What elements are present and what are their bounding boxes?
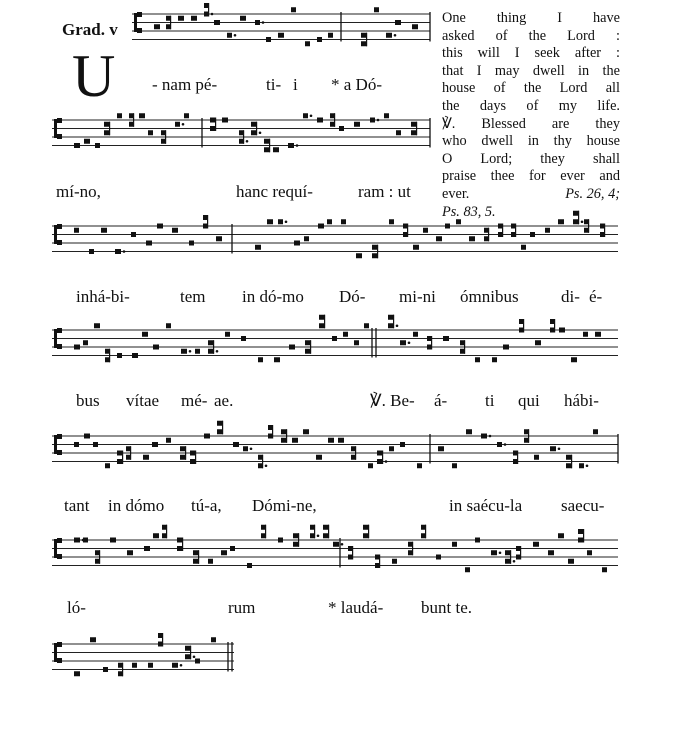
- lyric-syllable: ram : ut: [358, 182, 411, 201]
- lyric-syllable: mí-no,: [56, 182, 101, 201]
- translation-line: One thing I have: [442, 10, 620, 26]
- lyric-syllable: qui: [518, 391, 540, 410]
- translation-line: praise thee for ever and: [442, 168, 620, 185]
- translation-line: that I may dwell in the: [442, 62, 620, 79]
- lyric-syllable: mé-: [181, 391, 208, 410]
- lyric-syllable: Dómi-ne,: [252, 496, 317, 515]
- translation-line: ℣. Blessed are they: [442, 115, 620, 132]
- lyric-syllable: in dó-mo: [242, 287, 304, 306]
- lyric-syllable: Dó-: [339, 287, 366, 306]
- lyric-syllable: i: [293, 75, 298, 94]
- gradual-label: Grad. v: [62, 20, 118, 39]
- lyric-syllable: bus: [76, 391, 100, 410]
- lyric-syllable: á-: [434, 391, 448, 410]
- psalm-reference: Ps. 26, 4;: [565, 185, 620, 202]
- translation-line: the days of my life.: [442, 97, 620, 114]
- lyric-syllable: tem: [180, 287, 206, 306]
- translation-line: house of the Lord all: [442, 80, 620, 97]
- lyric-syllable: tú-a,: [191, 496, 222, 515]
- initial-letter: U: [72, 43, 116, 109]
- lyric-syllable: saecu-: [561, 496, 605, 515]
- lyric-syllable: mi-ni: [399, 287, 436, 306]
- translation-line: asked of the Lord :: [442, 27, 620, 44]
- translation-line: O Lord; they shall: [442, 150, 620, 167]
- lyric-syllable: ti-: [266, 75, 282, 94]
- translation-last-word: ever.: [442, 185, 470, 202]
- lyric-syllable: in saécu-la: [449, 496, 523, 515]
- lyric-syllable: hanc requí-: [236, 182, 313, 201]
- lyric-syllable: * laudá-: [328, 598, 384, 617]
- translation-line: who dwell in thy house: [442, 133, 620, 150]
- lyric-syllable: ló-: [67, 598, 86, 617]
- lyric-syllable: ómnibus: [460, 287, 519, 306]
- lyric-syllable: * a Dó-: [331, 75, 382, 94]
- lyric-syllable: - nam pé-: [152, 75, 218, 94]
- lyric-syllable: vítae: [126, 391, 160, 410]
- lyric-syllable: di-: [561, 287, 580, 306]
- lyric-syllable: é-: [589, 287, 603, 306]
- psalm-reference: Ps. 83, 5.: [442, 203, 496, 220]
- translation-line: this will I seek after :: [442, 45, 620, 62]
- lyric-syllable: tant: [64, 496, 90, 515]
- lyric-syllable: inhá-bi-: [76, 287, 130, 306]
- lyric-syllable: in dómo: [108, 496, 165, 515]
- lyric-syllable: ti: [485, 391, 495, 410]
- lyric-syllable: hábi-: [564, 391, 599, 410]
- lyric-syllable: rum: [228, 598, 256, 617]
- lyric-syllable: bunt te.: [421, 598, 472, 617]
- lyric-syllable: ℣. Be-: [370, 391, 415, 410]
- lyric-syllable: ae.: [214, 391, 234, 410]
